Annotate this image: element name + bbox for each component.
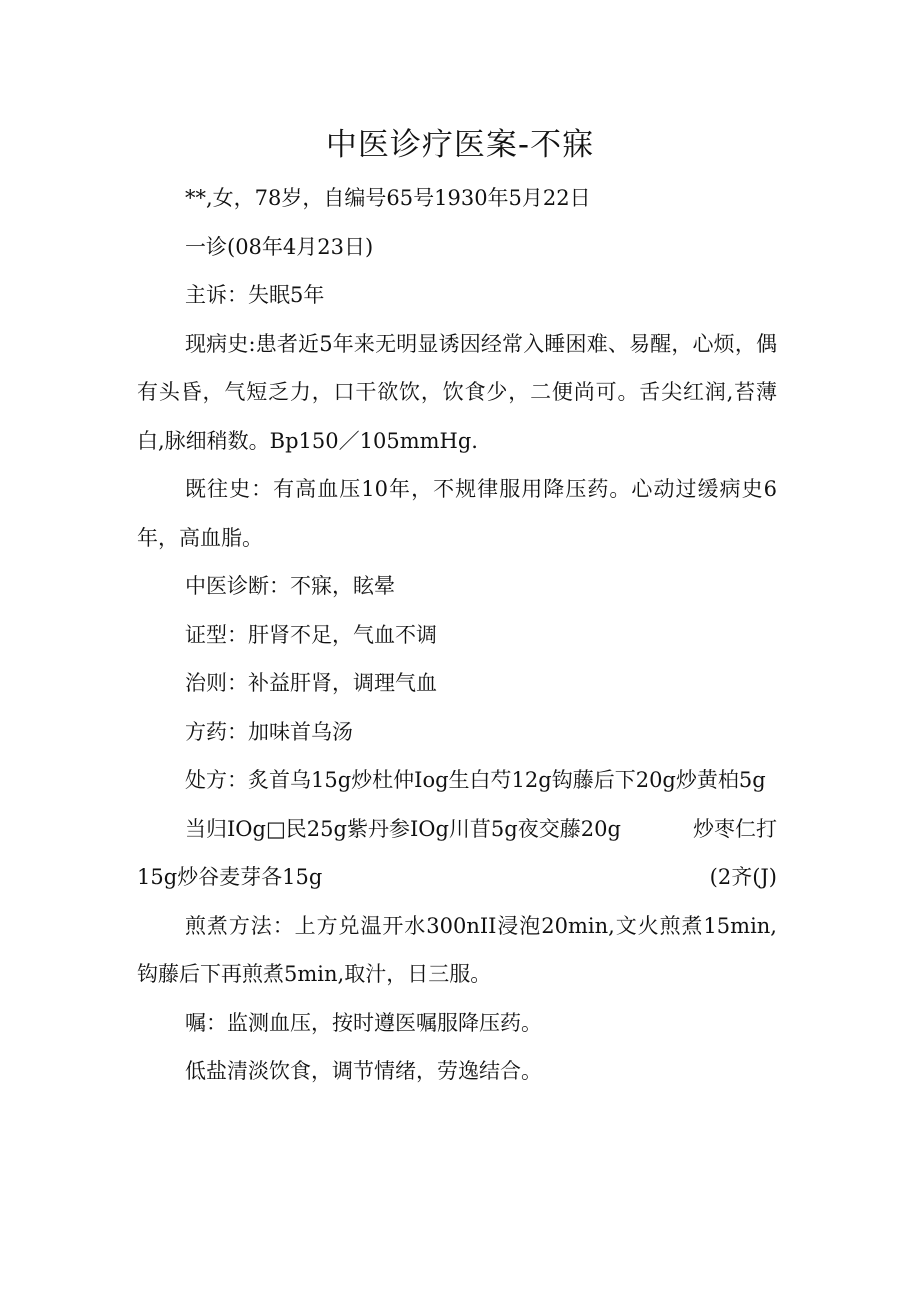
- prescription-continued-grains: 15g炒谷麦芽各15g: [137, 865, 323, 889]
- decoction-method: 煎煮方法：上方兑温开水300nII浸泡20min,文火煎煮15min,钩藤后下再煎煮5min,取汁，日三服。: [137, 913, 777, 986]
- prescription-continued-jujube: 炒枣仁打: [693, 816, 777, 841]
- treatment-principle: 治则：补益肝肾，调理气血: [185, 671, 437, 695]
- prescription-continued-line-1: [137, 805, 777, 854]
- chief-complaint: 主诉：失眠5年: [185, 283, 325, 307]
- syndrome-type: 证型：肝肾不足，气血不调: [185, 622, 437, 647]
- formula: 方药：加味首乌汤: [185, 719, 353, 744]
- case-record-body: [137, 174, 777, 1096]
- prescription: 处方：炙首乌15g炒杜仲Iog生白芍12g钩藤后下20g炒黄柏5g: [185, 768, 766, 792]
- first-visit-date: 一诊(08年4月23日): [185, 234, 374, 259]
- prescription-continued-line-2: [137, 853, 777, 902]
- medical-advice-continued: 低盐清淡饮食，调节情绪，劳逸结合。: [185, 1059, 542, 1083]
- dose-count: (2齐(J): [709, 865, 777, 889]
- prescription-continued-herbs: 当归IOg□民25g紫丹参IOg川苜5g夜交藤20g: [185, 816, 621, 841]
- past-history: 既往史：有高血压10年，不规律服用降压药。心动过缓病史6年，高血脂。: [137, 477, 777, 550]
- page-title: 中医诊疗医案-不寐: [325, 127, 595, 163]
- patient-info: **,女，78岁，自编号65号1930年5月22日: [185, 186, 591, 210]
- tcm-diagnosis: 中医诊断：不寐，眩晕: [185, 574, 395, 598]
- present-history: 现病史:患者近5年来无明显诱因经常入睡困难、易醒，心烦，偶有头昏，气短乏力，口干欲饮，饮食少，二便尚可。舌尖红润,苔薄白,脉细稍数。Bp150／105mmHg.: [137, 331, 777, 453]
- medical-advice: 嘱：监测血压，按时遵医嘱服降压药。: [185, 1010, 542, 1035]
